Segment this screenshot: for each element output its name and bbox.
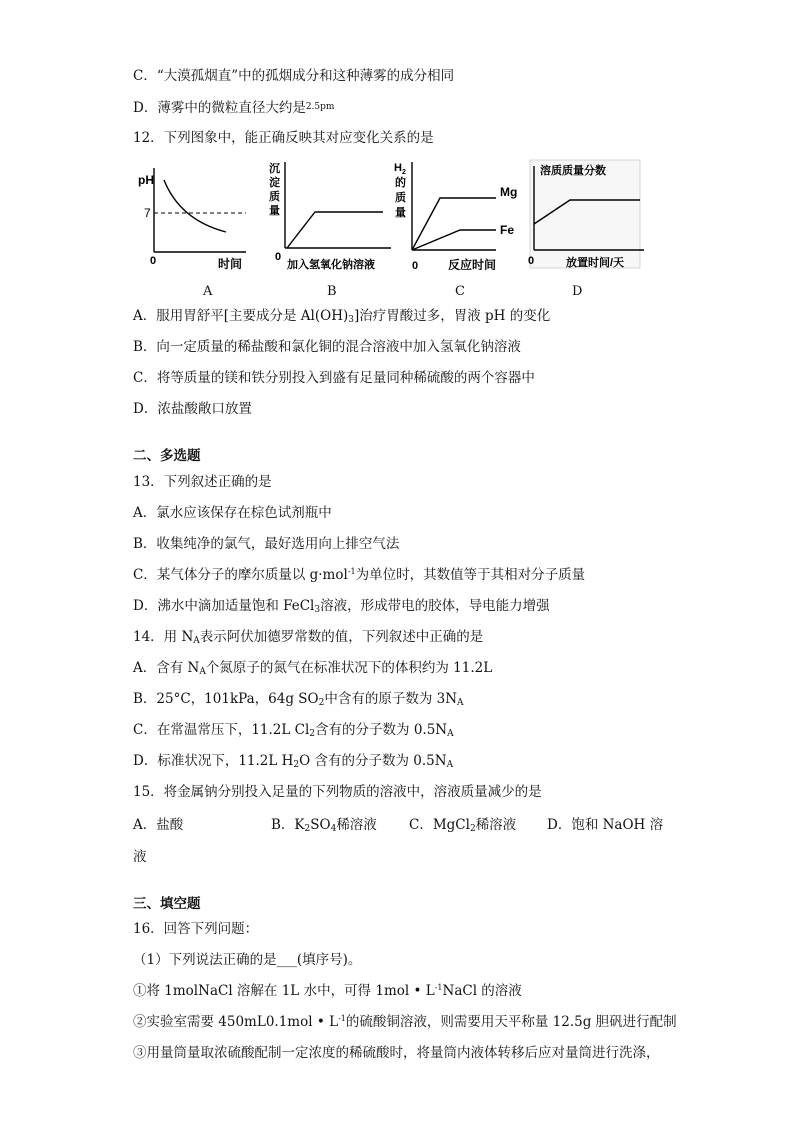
- section-multiple-choice-heading: 二、多选题: [133, 448, 201, 464]
- graph-c-origin: 0: [412, 260, 419, 270]
- section-fill-in-heading: 三、填空题: [133, 896, 201, 912]
- graph-c: [392, 158, 517, 270]
- q15-option-c: C．MgCl$_2$稀溶液: [409, 817, 517, 834]
- caption-b: B: [327, 284, 337, 299]
- graph-d-ylabel: 溶质质量分数: [540, 165, 606, 177]
- q16-item-1: ①将 1molNaCl 溶解在 1L 水中，可得 1mol • $L^{-1}NaCl$ 的溶液: [133, 983, 522, 999]
- q13-option-a: A．氯水应该保存在棕色试剂瓶中: [133, 505, 332, 521]
- graph-b-origin: 0: [275, 251, 282, 263]
- q15-option-a: A．盐酸: [133, 817, 184, 833]
- caption-c: C: [455, 284, 465, 299]
- q13-stem: 13．下列叙述正确的是: [133, 474, 272, 490]
- q15-option-b: B．$K_2SO_4$稀溶液: [271, 817, 377, 834]
- q13-option-d: D．沸水中滴加适量饱和 FeCl$_3$溶液，形成带电的胶体，导电能力增强: [133, 598, 550, 615]
- graph-d: [520, 158, 650, 270]
- caption-d: D: [572, 284, 583, 299]
- q12-option-c: C．将等质量的镁和铁分别投入到盛有足量同种稀硫酸的两个容器中: [133, 370, 535, 386]
- q16-item-3: ③用量筒量取浓硫酸配制一定浓度的稀硫酸时，将量筒内液体转移后应对量筒进行洗涤，: [133, 1045, 660, 1061]
- q16-item-2: ②实验室需要 450mL0.1mol • $L^{-1}$的硫酸铜溶液，则需要用天平称量 12.5g 胆矾进行配制: [133, 1014, 677, 1030]
- caption-a: A: [203, 284, 213, 299]
- q15-option-d-wrap: 液: [133, 849, 147, 865]
- q14-stem: 14．用 $N_A$表示阿伏加德罗常数的值，下列叙述中正确的是: [133, 629, 484, 646]
- graph-c-ylabel: $H_2$ 的 质 量: [394, 162, 406, 219]
- graph-d-xlabel: 放置时间/天: [566, 257, 625, 269]
- graph-d-origin: 0: [528, 255, 535, 267]
- q14-option-c: C．在常温常压下，11.2L $Cl_2$含有的分子数为 $0.5N_A$: [133, 722, 454, 739]
- q13-option-c: C．某气体分子的摩尔质量以 g·mol$^{-1}$为单位时，其数值等于其相对分子质量: [133, 567, 586, 583]
- graph-c-fe-label: Fe: [500, 223, 515, 237]
- graph-a-ref-label: 7: [144, 206, 151, 220]
- graph-a-curve: [164, 180, 226, 232]
- q14-option-b: B．25°C，101kPa，64g $SO_2$中含有的原子数为 $3N_A$: [133, 691, 464, 708]
- q12-stem: 12．下列图象中，能正确反映其对应变化关系的是: [133, 130, 434, 146]
- q14-option-a: A．含有 $N_A$个氮原子的氮气在标准状况下的体积约为 11.2L: [133, 660, 493, 677]
- q13-option-b: B．收集纯净的氯气，最好选用向上排空气法: [133, 536, 400, 552]
- q16-stem: 16．回答下列问题：: [133, 921, 259, 937]
- graph-b-curve: [287, 212, 383, 248]
- graph-c-mg-label: Mg: [500, 185, 517, 199]
- graph-c-mg-line: [412, 198, 496, 250]
- q11-option-d: D．薄雾中的微粒直径大约是$^{2.5pm}$: [133, 100, 335, 116]
- graph-a-origin: 0: [150, 255, 157, 267]
- q12-option-b: B．向一定质量的稀盐酸和氯化铜的混合溶液中加入氢氧化钠溶液: [133, 339, 521, 355]
- graph-a: [130, 158, 250, 270]
- q15-options: [133, 816, 663, 834]
- graph-b: [265, 158, 395, 270]
- q14-option-d: D．标准状况下，11.2L $H_2O$ 含有的分子数为 $0.5N_A$: [133, 753, 454, 770]
- q12-figure: [130, 158, 650, 276]
- graph-b-xlabel: 加入氢氧化钠溶液: [287, 259, 375, 270]
- graph-c-fe-line: [412, 230, 496, 250]
- q12-option-d: D．浓盐酸敞口放置: [133, 401, 252, 417]
- graph-b-ylabel: 沉 淀 质 量: [269, 163, 280, 217]
- graph-a-xlabel: 时间: [218, 257, 243, 270]
- graph-c-xlabel: 反应时间: [448, 258, 497, 270]
- q12-option-a: A．服用胃舒平[主要成分是 $Al(OH)_3$]治疗胃酸过多，胃液 pH 的变化: [133, 308, 551, 325]
- q16-subquestion-1: （1）下列说法正确的是___(填序号)。: [133, 952, 362, 968]
- q11-option-c: C．“大漠孤烟直”中的孤烟成分和这种薄雾的成分相同: [133, 68, 455, 84]
- q15-option-d: D．饱和 NaOH 溶: [547, 817, 664, 833]
- graph-a-ylabel: pH: [138, 173, 154, 187]
- q15-stem: 15．将金属钠分别投入足量的下列物质的溶液中，溶液质量减少的是: [133, 784, 542, 800]
